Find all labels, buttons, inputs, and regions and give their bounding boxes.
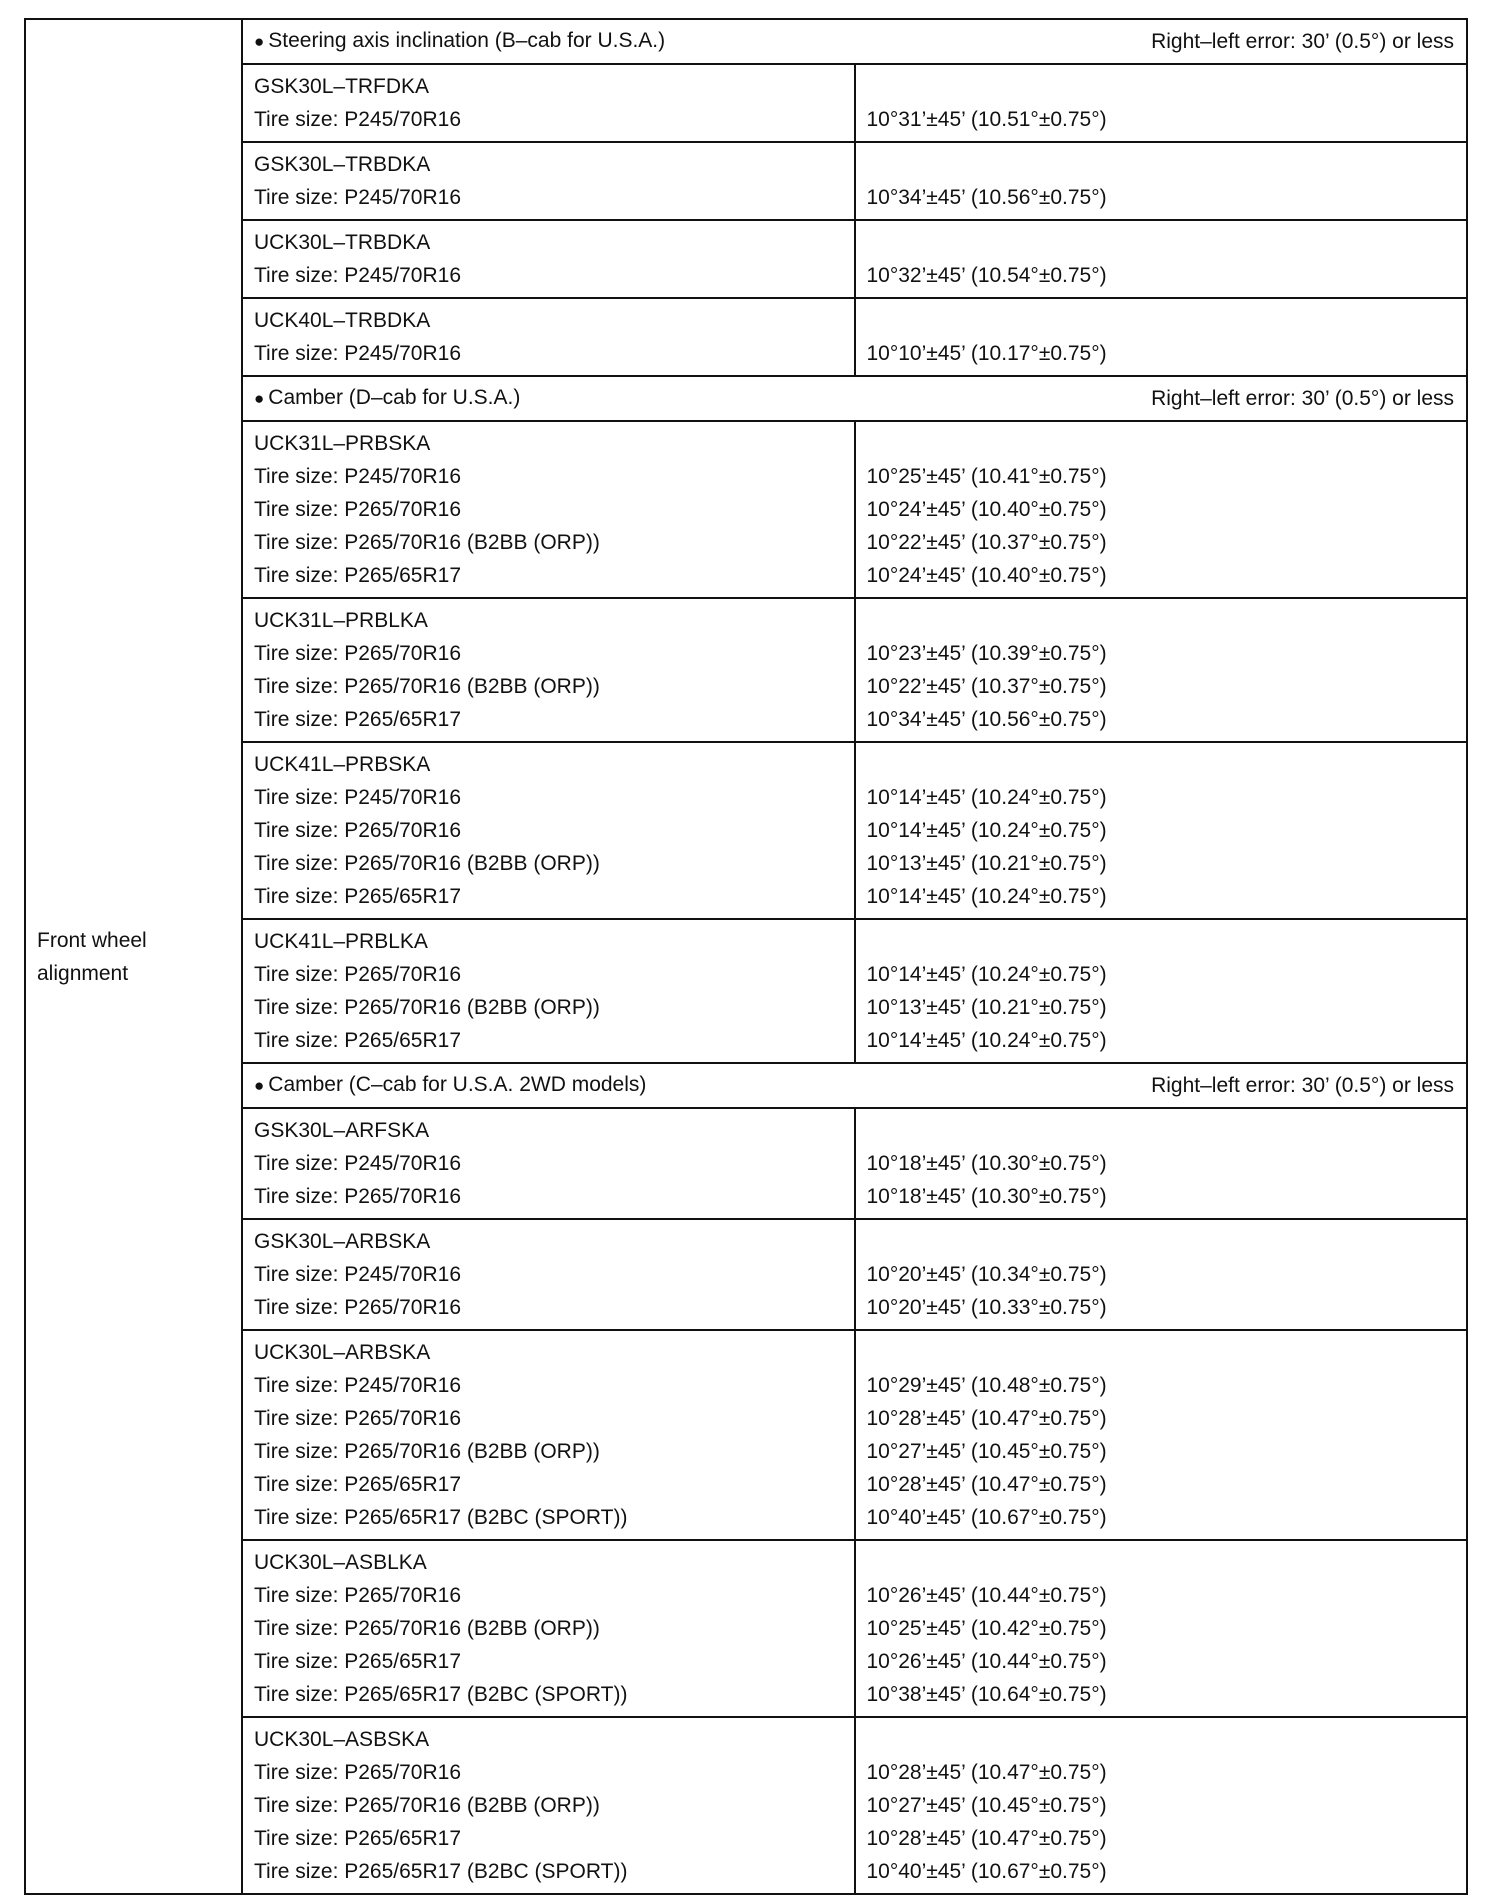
model-group-row [25,1717,1467,1894]
value-spacer [867,1723,1467,1756]
value-spacer [867,1225,1467,1258]
value-spacer [867,304,1467,337]
bullet-icon: ● [254,389,265,408]
bullet-icon: ● [254,32,265,51]
model-code: UCK30L–ASBSKA [254,1728,430,1751]
model-code: UCK31L–PRBLKA [254,609,428,632]
model-code: UCK30L–TRBDKA [254,231,431,254]
spec-value: 10°26’±45’ (10.44°±0.75°) [866,1650,1107,1673]
section-title-wrap [254,1064,646,1107]
section-header [243,377,1466,420]
front-wheel-alignment-table [24,18,1468,1895]
spec-value: 10°26’±45’ (10.44°±0.75°) [866,1584,1107,1607]
model-code: GSK30L–ARBSKA [254,1230,431,1253]
model-code: GSK30L–TRFDKA [254,75,430,98]
tire-size: Tire size: P245/70R16 [254,786,461,809]
tire-size: Tire size: P245/70R16 [254,1152,461,1175]
model-cell [242,220,855,298]
value-cell [855,1330,1468,1540]
model-group-row [25,598,1467,742]
model-group-row [25,142,1467,220]
tire-size: Tire size: P265/70R16 [254,819,461,842]
spec-value: 10°28’±45’ (10.47°±0.75°) [866,1407,1107,1430]
tire-size: Tire size: P245/70R16 [254,1263,461,1286]
value-spacer [867,226,1467,259]
model-code: GSK30L–ARFSKA [254,1119,430,1142]
model-cell [242,1219,855,1330]
section-title: Camber (D–cab for U.S.A.) [268,386,521,409]
tire-size: Tire size: P265/70R16 [254,642,461,665]
value-cell [855,142,1468,220]
spec-value: 10°13’±45’ (10.21°±0.75°) [866,852,1107,875]
spec-value: 10°18’±45’ (10.30°±0.75°) [866,1185,1107,1208]
spec-value: 10°23’±45’ (10.39°±0.75°) [866,642,1107,665]
model-group-row [25,421,1467,598]
spec-value: 10°38’±45’ (10.64°±0.75°) [866,1683,1107,1706]
value-cell [855,421,1468,598]
value-spacer [867,604,1467,637]
value-cell [855,298,1468,376]
model-cell [242,919,855,1063]
model-code: UCK40L–TRBDKA [254,309,431,332]
model-code: UCK31L–PRBSKA [254,432,431,455]
tire-size: Tire size: P265/65R17 [254,1029,461,1052]
row-label-line: alignment [37,961,129,985]
tire-size: Tire size: P265/70R16 (B2BB (ORP)) [254,852,600,875]
tire-size: Tire size: P265/65R17 (B2BC (SPORT)) [254,1506,628,1529]
model-cell [242,1330,855,1540]
value-spacer [867,925,1467,958]
model-group-row [25,64,1467,142]
spec-value: 10°34’±45’ (10.56°±0.75°) [866,186,1107,209]
value-cell [855,919,1468,1063]
spec-value: 10°28’±45’ (10.47°±0.75°) [866,1473,1107,1496]
spec-value: 10°24’±45’ (10.40°±0.75°) [866,564,1107,587]
value-spacer [867,1546,1467,1579]
tire-size: Tire size: P245/70R16 [254,108,461,131]
tire-size: Tire size: P265/70R16 [254,1761,461,1784]
section-title: Steering axis inclination (B–cab for U.S.A.) [268,29,666,52]
model-code: UCK30L–ARBSKA [254,1341,431,1364]
model-code: UCK41L–PRBSKA [254,753,431,776]
tire-size: Tire size: P265/70R16 (B2BB (ORP)) [254,531,600,554]
spec-value: 10°20’±45’ (10.34°±0.75°) [866,1263,1107,1286]
spec-value: 10°14’±45’ (10.24°±0.75°) [866,963,1107,986]
section-error-note: Right–left error: 30’ (0.5°) or less [1151,29,1454,53]
value-spacer [867,427,1467,460]
tire-size: Tire size: P265/65R17 (B2BC (SPORT)) [254,1860,628,1883]
value-cell [855,1540,1468,1717]
tire-size: Tire size: P265/70R16 [254,1584,461,1607]
model-cell [242,1540,855,1717]
section-header [243,20,1466,63]
section-header-row [25,376,1467,421]
spec-value: 10°32’±45’ (10.54°±0.75°) [866,264,1107,287]
spec-value: 10°13’±45’ (10.21°±0.75°) [866,996,1107,1019]
value-spacer [867,148,1467,181]
tire-size: Tire size: P245/70R16 [254,342,461,365]
spec-value: 10°14’±45’ (10.24°±0.75°) [866,1029,1107,1052]
model-group-row [25,919,1467,1063]
spec-value: 10°27’±45’ (10.45°±0.75°) [866,1794,1107,1817]
spec-value: 10°27’±45’ (10.45°±0.75°) [866,1440,1107,1463]
model-cell [242,298,855,376]
row-label-line: Front wheel [37,928,147,952]
model-cell [242,1108,855,1219]
value-cell [855,64,1468,142]
model-group-row [25,1540,1467,1717]
model-cell [242,1717,855,1894]
tire-size: Tire size: P245/70R16 [254,264,461,287]
tire-size: Tire size: P245/70R16 [254,465,461,488]
spec-value: 10°14’±45’ (10.24°±0.75°) [866,885,1107,908]
model-code: UCK41L–PRBLKA [254,930,428,953]
model-cell [242,142,855,220]
tire-size: Tire size: P245/70R16 [254,186,461,209]
value-spacer [867,70,1467,103]
model-cell [242,742,855,919]
value-spacer [867,1336,1467,1369]
model-group-row [25,220,1467,298]
spec-value: 10°40’±45’ (10.67°±0.75°) [866,1860,1107,1883]
model-cell [242,421,855,598]
tire-size: Tire size: P265/70R16 (B2BB (ORP)) [254,1440,600,1463]
spec-value: 10°20’±45’ (10.33°±0.75°) [866,1296,1107,1319]
model-code: GSK30L–TRBDKA [254,153,431,176]
model-group-row [25,298,1467,376]
value-cell [855,1219,1468,1330]
value-spacer [867,1114,1467,1147]
tire-size: Tire size: P265/65R17 [254,885,461,908]
spec-value: 10°25’±45’ (10.41°±0.75°) [866,465,1107,488]
tire-size: Tire size: P265/65R17 [254,1473,461,1496]
section-error-note: Right–left error: 30’ (0.5°) or less [1151,386,1454,410]
spec-value: 10°40’±45’ (10.67°±0.75°) [866,1506,1107,1529]
tire-size: Tire size: P265/70R16 [254,963,461,986]
model-group-row [25,1330,1467,1540]
model-cell [242,64,855,142]
value-cell [855,220,1468,298]
tire-size: Tire size: P265/65R17 [254,708,461,731]
model-cell [242,598,855,742]
model-code: UCK30L–ASBLKA [254,1551,427,1574]
tire-size: Tire size: P265/65R17 [254,1827,461,1850]
value-cell [855,1717,1468,1894]
tire-size: Tire size: P245/70R16 [254,1374,461,1397]
tire-size: Tire size: P265/65R17 (B2BC (SPORT)) [254,1683,628,1706]
section-header-row [25,1063,1467,1108]
section-header-row [25,19,1467,64]
row-label-cell [25,19,242,1894]
tire-size: Tire size: P265/70R16 (B2BB (ORP)) [254,675,600,698]
tire-size: Tire size: P265/70R16 [254,1296,461,1319]
tire-size: Tire size: P265/70R16 (B2BB (ORP)) [254,996,600,1019]
spec-value: 10°14’±45’ (10.24°±0.75°) [866,819,1107,842]
value-cell [855,742,1468,919]
spec-value: 10°25’±45’ (10.42°±0.75°) [866,1617,1107,1640]
spec-value: 10°10’±45’ (10.17°±0.75°) [866,342,1107,365]
spec-value: 10°29’±45’ (10.48°±0.75°) [866,1374,1107,1397]
section-header-cell [242,19,1467,64]
tire-size: Tire size: P265/70R16 [254,1407,461,1430]
model-group-row [25,1219,1467,1330]
tire-size: Tire size: P265/70R16 [254,498,461,521]
value-spacer [867,748,1467,781]
value-cell [855,598,1468,742]
spec-value: 10°14’±45’ (10.24°±0.75°) [866,786,1107,809]
tire-size: Tire size: P265/65R17 [254,1650,461,1673]
section-title: Camber (C–cab for U.S.A. 2WD models) [268,1073,647,1096]
spec-value: 10°31’±45’ (10.51°±0.75°) [866,108,1107,131]
spec-value: 10°28’±45’ (10.47°±0.75°) [866,1827,1107,1850]
section-error-note: Right–left error: 30’ (0.5°) or less [1151,1073,1454,1097]
model-group-row [25,1108,1467,1219]
spec-value: 10°22’±45’ (10.37°±0.75°) [866,531,1107,554]
tire-size: Tire size: P265/70R16 (B2BB (ORP)) [254,1794,600,1817]
model-group-row [25,742,1467,919]
bullet-icon: ● [254,1076,265,1095]
value-cell [855,1108,1468,1219]
spec-value: 10°28’±45’ (10.47°±0.75°) [866,1761,1107,1784]
spec-value: 10°24’±45’ (10.40°±0.75°) [866,498,1107,521]
tire-size: Tire size: P265/70R16 (B2BB (ORP)) [254,1617,600,1640]
section-header-cell [242,376,1467,421]
spec-value: 10°34’±45’ (10.56°±0.75°) [866,708,1107,731]
spec-value: 10°22’±45’ (10.37°±0.75°) [866,675,1107,698]
tire-size: Tire size: P265/65R17 [254,564,461,587]
section-title-wrap [254,20,665,63]
spec-value: 10°18’±45’ (10.30°±0.75°) [866,1152,1107,1175]
section-header-cell [242,1063,1467,1108]
section-title-wrap [254,377,520,420]
section-header [243,1064,1466,1107]
table-body [25,19,1467,1894]
tire-size: Tire size: P265/70R16 [254,1185,461,1208]
